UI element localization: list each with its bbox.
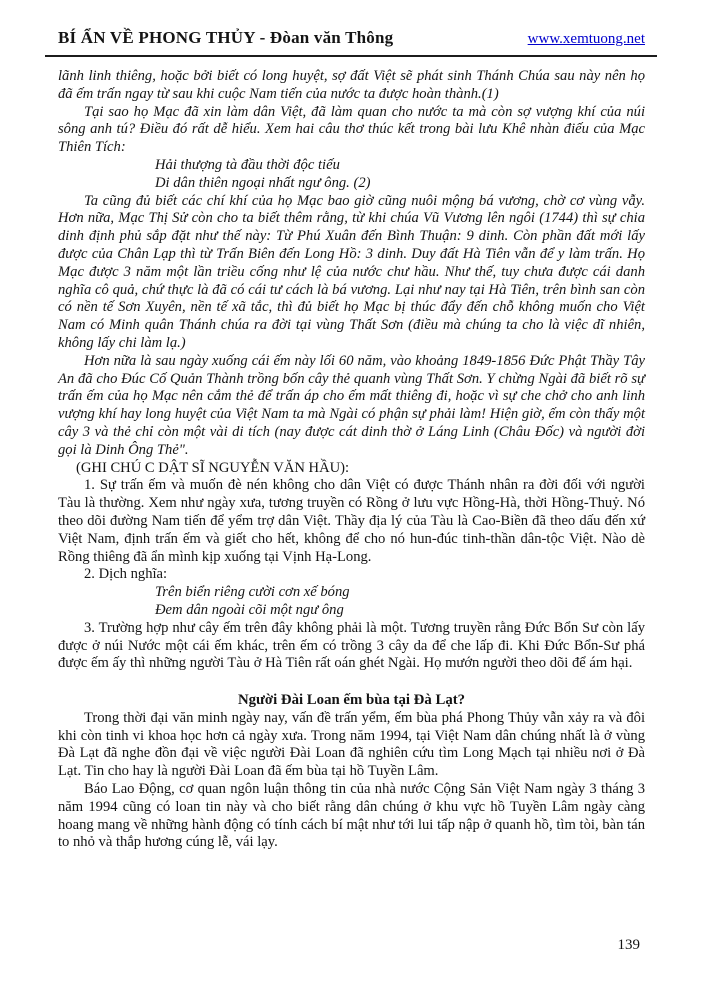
page-number: 139 <box>617 937 640 953</box>
page-body <box>58 68 645 852</box>
paragraph-continuation: lãnh linh thiêng, hoặc bởi biết có long huyệt, sợ đất Việt sẽ phát sinh Thánh Chúa sau này nên họ đã ếm trấn ngay từ sau khi cuộc Nam tiến của nước ta được hoàn thành.(1) <box>58 68 645 102</box>
page-header <box>58 28 645 48</box>
section-heading: Người Đài Loan ếm bùa tại Đà Lạt? <box>237 692 466 709</box>
paragraph: Báo Lao Động, cơ quan ngôn luận thông tin của nhà nước Cộng Sản Việt Nam ngày 3 tháng 3 năm 1994 cũng có loan tin này và cho biết rằng dân chúng ở khu vực hồ Tuyền Lâm ngày càng hoang mang về những hành động có tính cách bí mật như tới lui tấp nập ở quanh hồ, tìm tòi, bàn tán to nhỏ và thắp hương cúng lễ, vái lạy. <box>58 781 645 851</box>
website-link[interactable]: www.xemtuong.net <box>527 31 645 47</box>
verse-line: Đem dân ngoài cõi một ngư ông <box>155 601 344 618</box>
note-item: 1. Sự trấn ếm và muốn đè nén không cho dân Việt có được Thánh nhân ra đời đối với người Tàu là thường. Xem như ngày xưa, tương truyền có Rồng ở lưu vực Hồng-Hà, thời Hồng-Thuỷ. Nó theo dõi đường Nam tiến để yểm trợ dân Việt. Thầy địa lý của Tàu là Cao-Biền đã theo dấu đến xứ Việt Nam, định trấn ếm và giết cho hết, không để cho nó hun-đúc tinh-thần dân-tộc Việt. Nào dè Rồng thiêng đã ẩn mình kịp xuống tại Vịnh Hạ-Long. <box>58 477 645 565</box>
verse-line: Trên biển riêng cười cơn xế bóng <box>155 584 350 601</box>
verse-line: Hải thượng tà đầu thời độc tiếu <box>155 156 340 173</box>
verse-line: Di dân thiên ngoại nhất ngư ông. (2) <box>155 174 371 191</box>
book-title: BÍ ẨN VỀ PHONG THỦY - Đòan văn Thông <box>58 28 394 47</box>
note-item: 3. Trường hợp như cây ếm trên đây không phải là một. Tương truyền rằng Đức Bổn Sư còn lấy được ở núi Nước một cái ếm khác, trên ếm có trồng 3 cây da để che lấp đi. Khi Đức Bổn-Sư phá được ếm ấy thì những người Tàu ở Hà Tiên rất oán ghét Ngài. Họ mướn người theo dõi để ám hại. <box>58 619 645 672</box>
paragraph: Hơn nữa là sau ngày xuống cái ếm này lối 60 năm, vào khoảng 1849-1856 Đức Phật Thầy Tây An đã cho Đúc Cố Quản Thành trồng bốn cây thẻ quanh vùng Thất Sơn. Y chừng Ngài đã biết rõ sự trấn ếm của họ Mạc nên cắm thẻ để trấn áp cho ếm mất thiêng đi, hoặc vì sự che chở cho anh linh vượng khí hay long huyệt của Việt Nam ta mà Ngài có phận sự phải làm! Hiện giờ, ếm còn thấy một cây 3 và thẻ chỉ còn một vài di tích (nay được cát dinh thờ ở Láng Linh (Châu Đốc) và người đời gọi là Dinh Ông Thẻ". <box>58 352 645 458</box>
paragraph: Tại sao họ Mạc đã xin làm dân Việt, đã làm quan cho nước ta mà còn sợ vượng khí của núi sông anh tú? Điều đó rất dễ hiểu. Xem hai câu thơ thúc kết trong bài lưu Khê nhàn điếu của Mạc Thiên Tích: <box>58 103 645 156</box>
verse-quote <box>58 584 645 620</box>
paragraph: Trong thời đại văn minh ngày nay, vấn đề trấn yểm, ếm bùa phá Phong Thủy vẫn xảy ra và đôi khi còn tinh vi khoa học hơn cả ngày xưa. Trong năm 1994, tại Việt Nam dân chúng nhất là ở vùng Đà Lạt đã nghe đồn đại về việc người Đài Loan đã nghiên cứu tìm Long Mạch tại nhiều nơi ở Đà Lạt. Tin cho hay là người Đài Loan đã ếm bùa tại hồ Tuyền Lâm. <box>58 709 645 780</box>
header-rule <box>45 55 657 57</box>
paragraph: Ta cũng đủ biết các chí khí của họ Mạc bao giờ cũng nuôi mộng bá vương, chờ cơ vùng vẫy. Hơn nữa, Mạc Thị Sử còn cho ta biết thêm rằng, từ khi chúa Vũ Vương lên ngôi (1744) thì sự chia dinh định phủ sắp đặt như thế này: Từ Phú Xuân đến Bình Thuận: 9 dinh. Còn phần đất mới lấy được của Chân Lạp thì từ Trấn Biên đến Long Hồ: 3 dinh. Duy đất Hà Tiên vẫn để y làm trấn. Họ Mạc được 3 năm một lần triều cống như lệ của nước chư hầu. Như thế, tuy chưa được cái danh nghĩa cô quả, chứ thực là đã có cái tư cách là bá vương. Lại như nay tại Hà Tiên, trên bình san còn có nền tế Sơn Xuyên, nền tế xã tắc, thì đủ biết họ Mạc bị thúc đẩy đến chỗ không muốn cho Việt Nam có Minh quân Thánh chúa ra đời tại vùng Thất Sơn (điều mà chúng ta cho là việc dĩ nhiên, không lấy chi làm lạ.) <box>58 192 645 351</box>
note-heading: (GHI CHÚ C DẬT SĨ NGUYỄN VĂN HẦU): <box>76 459 350 476</box>
note-item: 2. Dịch nghĩa: <box>84 566 168 583</box>
verse-quote <box>58 157 645 193</box>
